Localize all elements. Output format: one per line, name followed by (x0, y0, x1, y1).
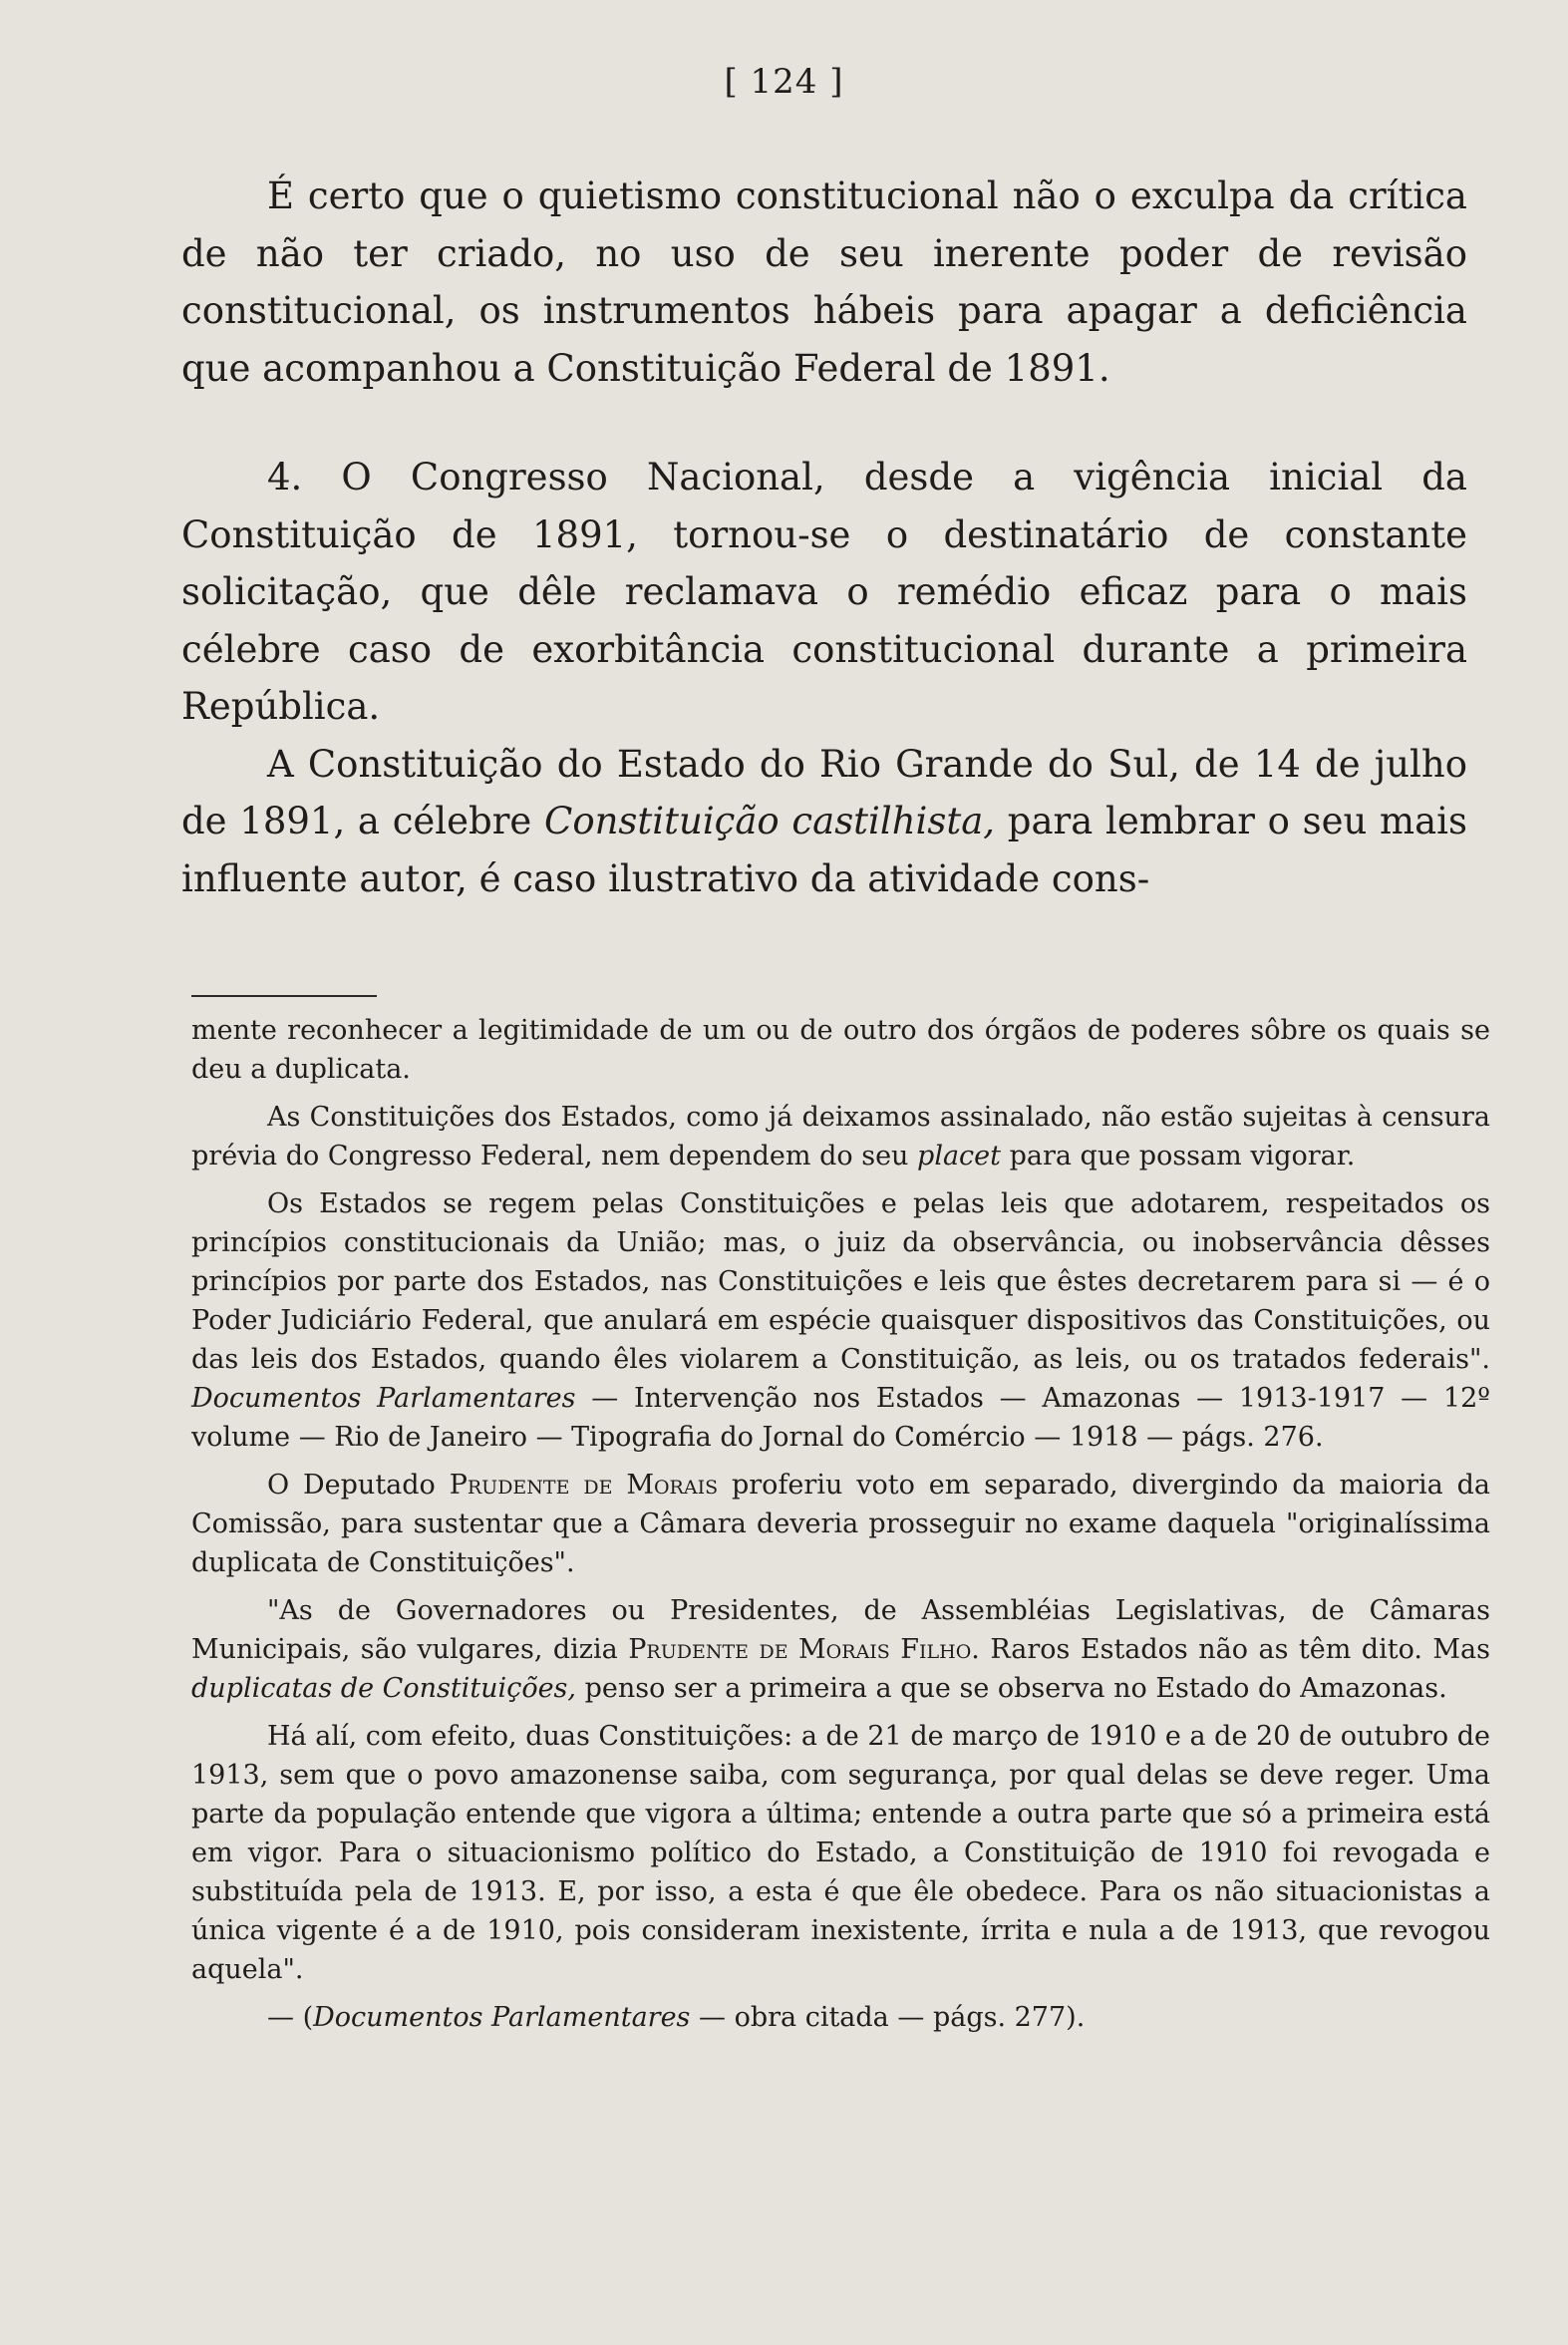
paragraph-3-text-b: para lembrar o seu mais influente autor, é caso ilustrativo da atividade cons- (181, 800, 1467, 900)
footnote-4-author-name: Prudente de Morais (449, 1470, 719, 1501)
footnote-4 (191, 1466, 1490, 1582)
footnote-divider (191, 995, 377, 997)
paragraph-2: 4. O Congresso Nacional, desde a vigência inicial da Constituição de 1891, tornou-se o destinatário de constante solicitação, que dêle reclamava o remédio eficaz para o mais célebre caso de exorbitância constitucional durante a primeira República. (181, 456, 1467, 728)
footnote-3 (191, 1184, 1490, 1457)
footnote-2 (191, 1098, 1490, 1175)
footnote-7-text-a: — ( (267, 2002, 314, 2033)
footnote-2-text-a: As Constituições dos Estados, como já deixamos assinalado, não estão sujeitas à censura prévia do Congresso Federal, nem dependem do seu (191, 1102, 1490, 1172)
footnote-5-author-name: Prudente de Morais Filho. (628, 1634, 980, 1665)
footnote-7-text-b: — obra citada — págs. 277). (690, 2002, 1086, 2033)
footnote-6: Há alí, com efeito, duas Constituições: a de 21 de março de 1910 e a de 20 de outubro de 1913, sem que o povo amazonense saiba, com segurança, por qual delas se deve reger. Uma parte da população entende que vigora a última; entende a outra parte que só a primeira está em vigor. Para o situacionismo político do Estado, a Constituição de 1910 foi revogada e substituída pela de 1913. E, por isso, a esta é que êle obedece. Para os não situacionistas a única vigente é a de 1910, pois consideram inexistente, írrita e nula a de 1913, que revogou aquela". (191, 1721, 1490, 1985)
footnote-7 (191, 1998, 1490, 2037)
footnote-3-text-a: Os Estados se regem pelas Constituições e pelas leis que adotarem, respeitados os princípios constitucionais da União; mas, o juiz da observância, ou inobservância dêsses princípios por parte dos Estados, nas Constituições e leis que êstes decretarem para si — é o Poder Judiciário Federal, que anulará em espécie quaisquer dispositivos das Constituições, ou das leis dos Estados, quando êles violarem a Constituição, as leis, ou os tratados federais". (191, 1188, 1490, 1375)
footnotes (191, 1011, 1490, 2037)
footnote-5-italic: duplicatas de Constituições, (191, 1673, 576, 1704)
footnote-2-text-b: para que possam vigorar. (1001, 1141, 1356, 1172)
footnote-5 (191, 1591, 1490, 1708)
footnote-5-text-b: Raros Estados não as têm dito. Mas (979, 1634, 1491, 1665)
main-text (181, 168, 1467, 907)
footnote-4-text-b: proferiu voto em separado, divergindo da maioria da Comissão, para sustentar que a Câmara deveria prosseguir no exame daquela "originalíssima duplicata de Constituições". (191, 1470, 1490, 1578)
footnote-5-text-a: "As de Governadores ou Presidentes, de Assembléias Legislativas, de Câmaras Municipais, são vulgares, dizia (191, 1595, 1490, 1665)
footnote-3-italic: Documentos Parlamentares (191, 1383, 576, 1414)
footnote-2-italic: placet (917, 1141, 1001, 1172)
page-number: [ 124 ] (724, 62, 844, 102)
paragraph-3-italic: Constituição castilhista, (544, 800, 996, 842)
footnote-1: mente reconhecer a legitimidade de um ou de outro dos órgãos de poderes sôbre os quais se deu a duplicata. (191, 1015, 1490, 1085)
paragraph-1: É certo que o quietismo constitucional não o exculpa da crítica de não ter criado, no uso de seu inerente poder de revisão constitucional, os instrumentos hábeis para apagar a deficiência que acompanhou a Constituição Federal de 1891. (181, 174, 1467, 390)
paragraph-3 (181, 736, 1467, 908)
footnote-7-italic: Documentos Parlamentares (313, 2002, 691, 2033)
footnote-5-text-c: penso ser a primeira a que se observa no Estado do Amazonas. (576, 1673, 1447, 1704)
footnote-4-text-a: O Deputado (267, 1470, 450, 1501)
paragraph-3-text-a: A Constituição do Estado do Rio Grande do Sul, de 14 de julho de 1891, a célebre (181, 742, 1467, 842)
footnote-3-text-b: — Intervenção nos Estados — Amazonas — 1913-1917 — 12º volume — Rio de Janeiro — Tipografia do Jornal do Comércio — 1918 — págs. 276. (191, 1383, 1490, 1453)
